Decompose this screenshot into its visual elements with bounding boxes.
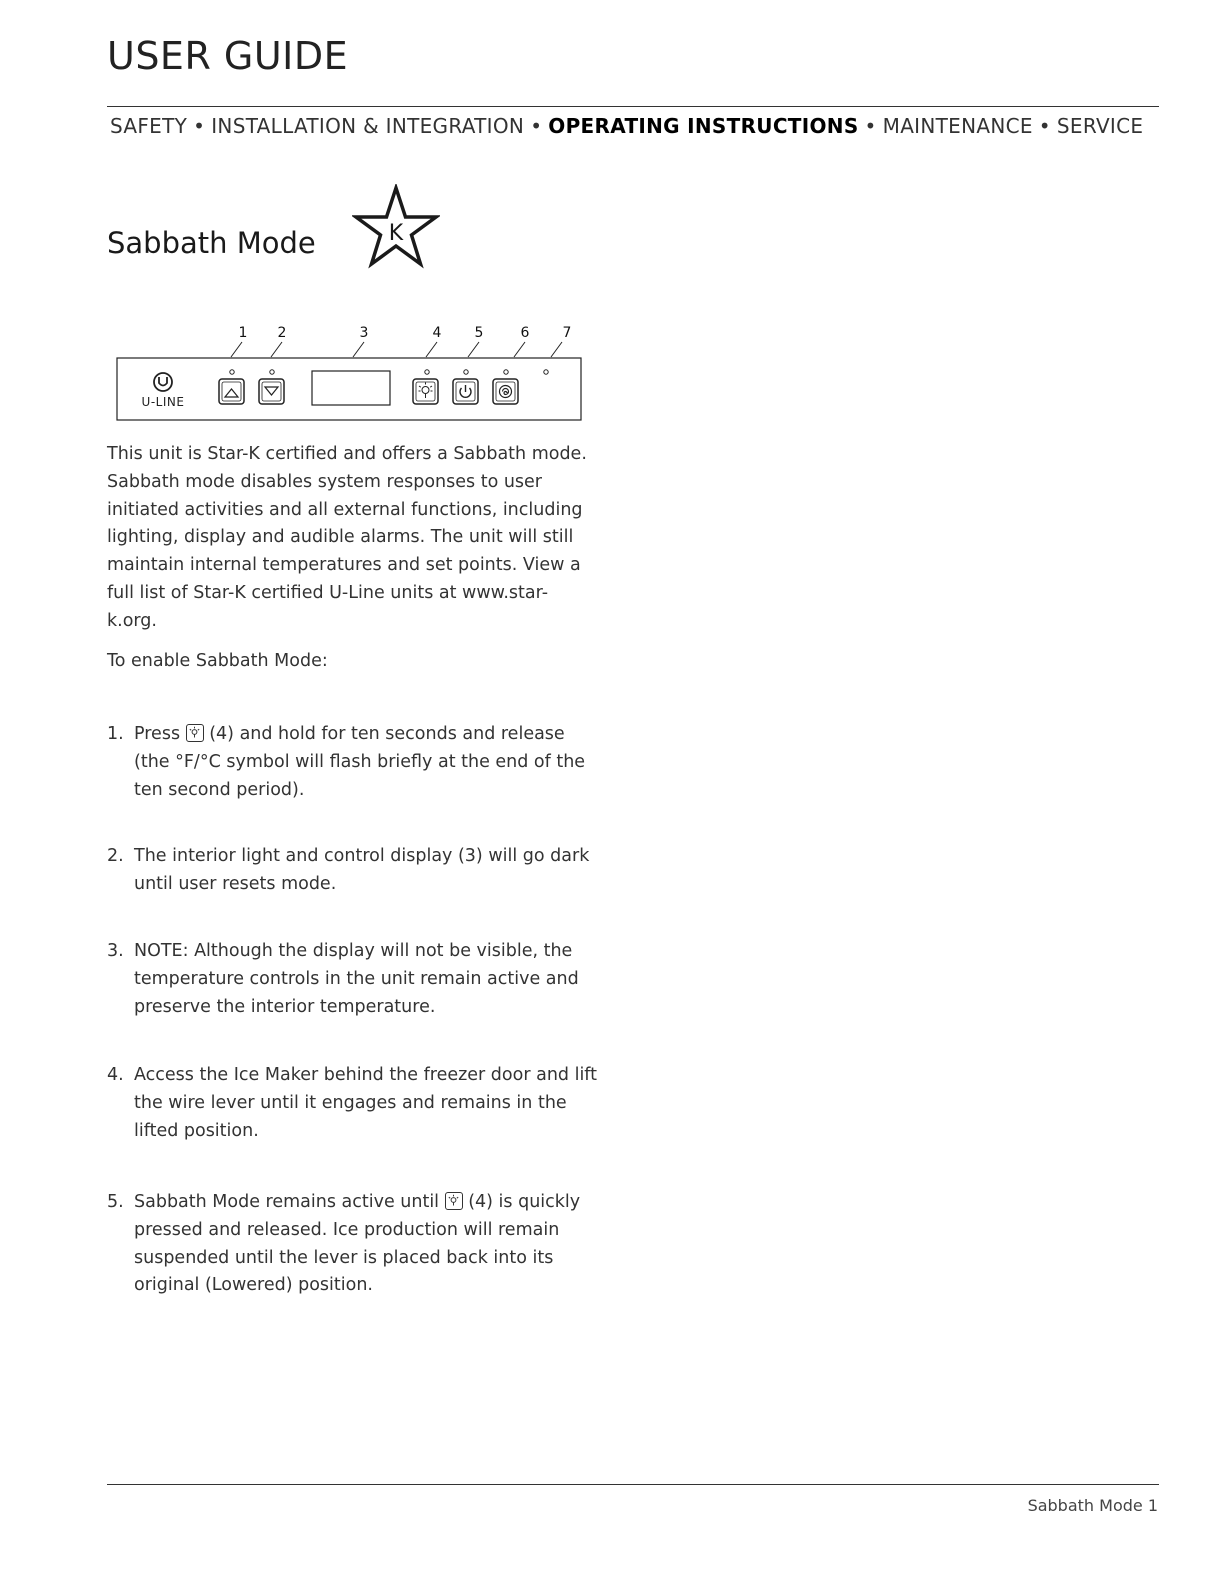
nav-separator: •: [193, 114, 206, 138]
nav-separator: •: [864, 114, 877, 138]
callout-2: 2: [277, 325, 287, 341]
step-number: 5.: [107, 1192, 124, 1212]
ice-maker-button[interactable]: [493, 379, 518, 404]
step-number: 1.: [107, 724, 124, 744]
step-number: 3.: [107, 941, 124, 961]
guide-title: USER GUIDE: [107, 34, 349, 78]
nav-maintenance[interactable]: MAINTENANCE: [882, 114, 1033, 138]
step-text: NOTE: Although the display will not be visible, the temperature controls in the unit remain active and preserve the interior temperature.: [134, 941, 579, 1017]
step-number: 4.: [107, 1065, 124, 1085]
step-4: [107, 1062, 597, 1145]
temp-down-button[interactable]: [259, 379, 284, 404]
nav-safety[interactable]: SAFETY: [110, 114, 188, 138]
nav-service[interactable]: SERVICE: [1056, 114, 1144, 138]
callout-3: 3: [359, 325, 369, 341]
step-text-before: Press: [134, 724, 181, 744]
light-button-icon: [445, 1192, 463, 1210]
header-divider: [107, 106, 1159, 107]
nav-separator: •: [530, 114, 543, 138]
step-text: Access the Ice Maker behind the freezer door and lift the wire lever until it engages and remains in the lifted position.: [134, 1065, 598, 1141]
up-arrow-icon: [225, 389, 238, 397]
step-3: [107, 938, 597, 1021]
footer-divider: [107, 1484, 1159, 1485]
temp-up-button[interactable]: [219, 379, 244, 404]
section-title: Sabbath Mode: [107, 226, 316, 260]
callout-1: 1: [238, 325, 248, 341]
enable-heading: To enable Sabbath Mode:: [107, 651, 328, 671]
step-2: [107, 843, 597, 899]
brand-label: U-LINE: [141, 395, 185, 409]
intro-paragraph: This unit is Star-K certified and offers a Sabbath mode. Sabbath mode disables system responses to user initiated activities and all external functions, including lighting, display and audible alarms. The unit will still maintain internal temperatures and set points. View a full list of Star-K certified U-Line units at www.star-k.org.: [107, 444, 587, 631]
callout-6: 6: [520, 325, 530, 341]
step-text-after: (4) is quickly pressed and released. Ice production will remain suspended until the lever is placed back into its original (Lowered) position.: [134, 1192, 581, 1296]
power-icon: [460, 385, 471, 397]
nav-separator: •: [1038, 114, 1051, 138]
light-bulb-icon: [419, 383, 433, 399]
star-k-logo-icon: [352, 184, 440, 270]
control-panel-diagram: [115, 320, 585, 424]
star-k-letter: K: [388, 221, 404, 246]
power-button[interactable]: [453, 379, 478, 404]
nav-operating-instructions[interactable]: OPERATING INSTRUCTIONS: [548, 114, 859, 138]
light-button-icon: [186, 724, 204, 742]
step-text: The interior light and control display (3) will go dark until user resets mode.: [134, 846, 590, 894]
swirl-icon: [500, 386, 512, 398]
down-arrow-icon: [265, 387, 278, 395]
callout-5: 5: [474, 325, 484, 341]
page-footer-label: Sabbath Mode 1: [1027, 1496, 1158, 1515]
light-button[interactable]: [413, 379, 438, 404]
step-5: [107, 1189, 597, 1300]
step-text-after: (4) and hold for ten seconds and release (the °F/°C symbol will flash briefly at the end of the ten second period).: [134, 724, 586, 800]
nav-installation[interactable]: INSTALLATION & INTEGRATION: [211, 114, 525, 138]
section-nav: [110, 114, 1160, 138]
step-number: 2.: [107, 846, 124, 866]
control-display: [312, 371, 390, 405]
step-text-before: Sabbath Mode remains active until: [134, 1192, 440, 1212]
callout-7: 7: [562, 325, 572, 341]
u-line-logo-icon: [142, 373, 185, 409]
step-1: [107, 721, 597, 804]
callout-leaders: [231, 342, 562, 357]
callout-4: 4: [432, 325, 442, 341]
